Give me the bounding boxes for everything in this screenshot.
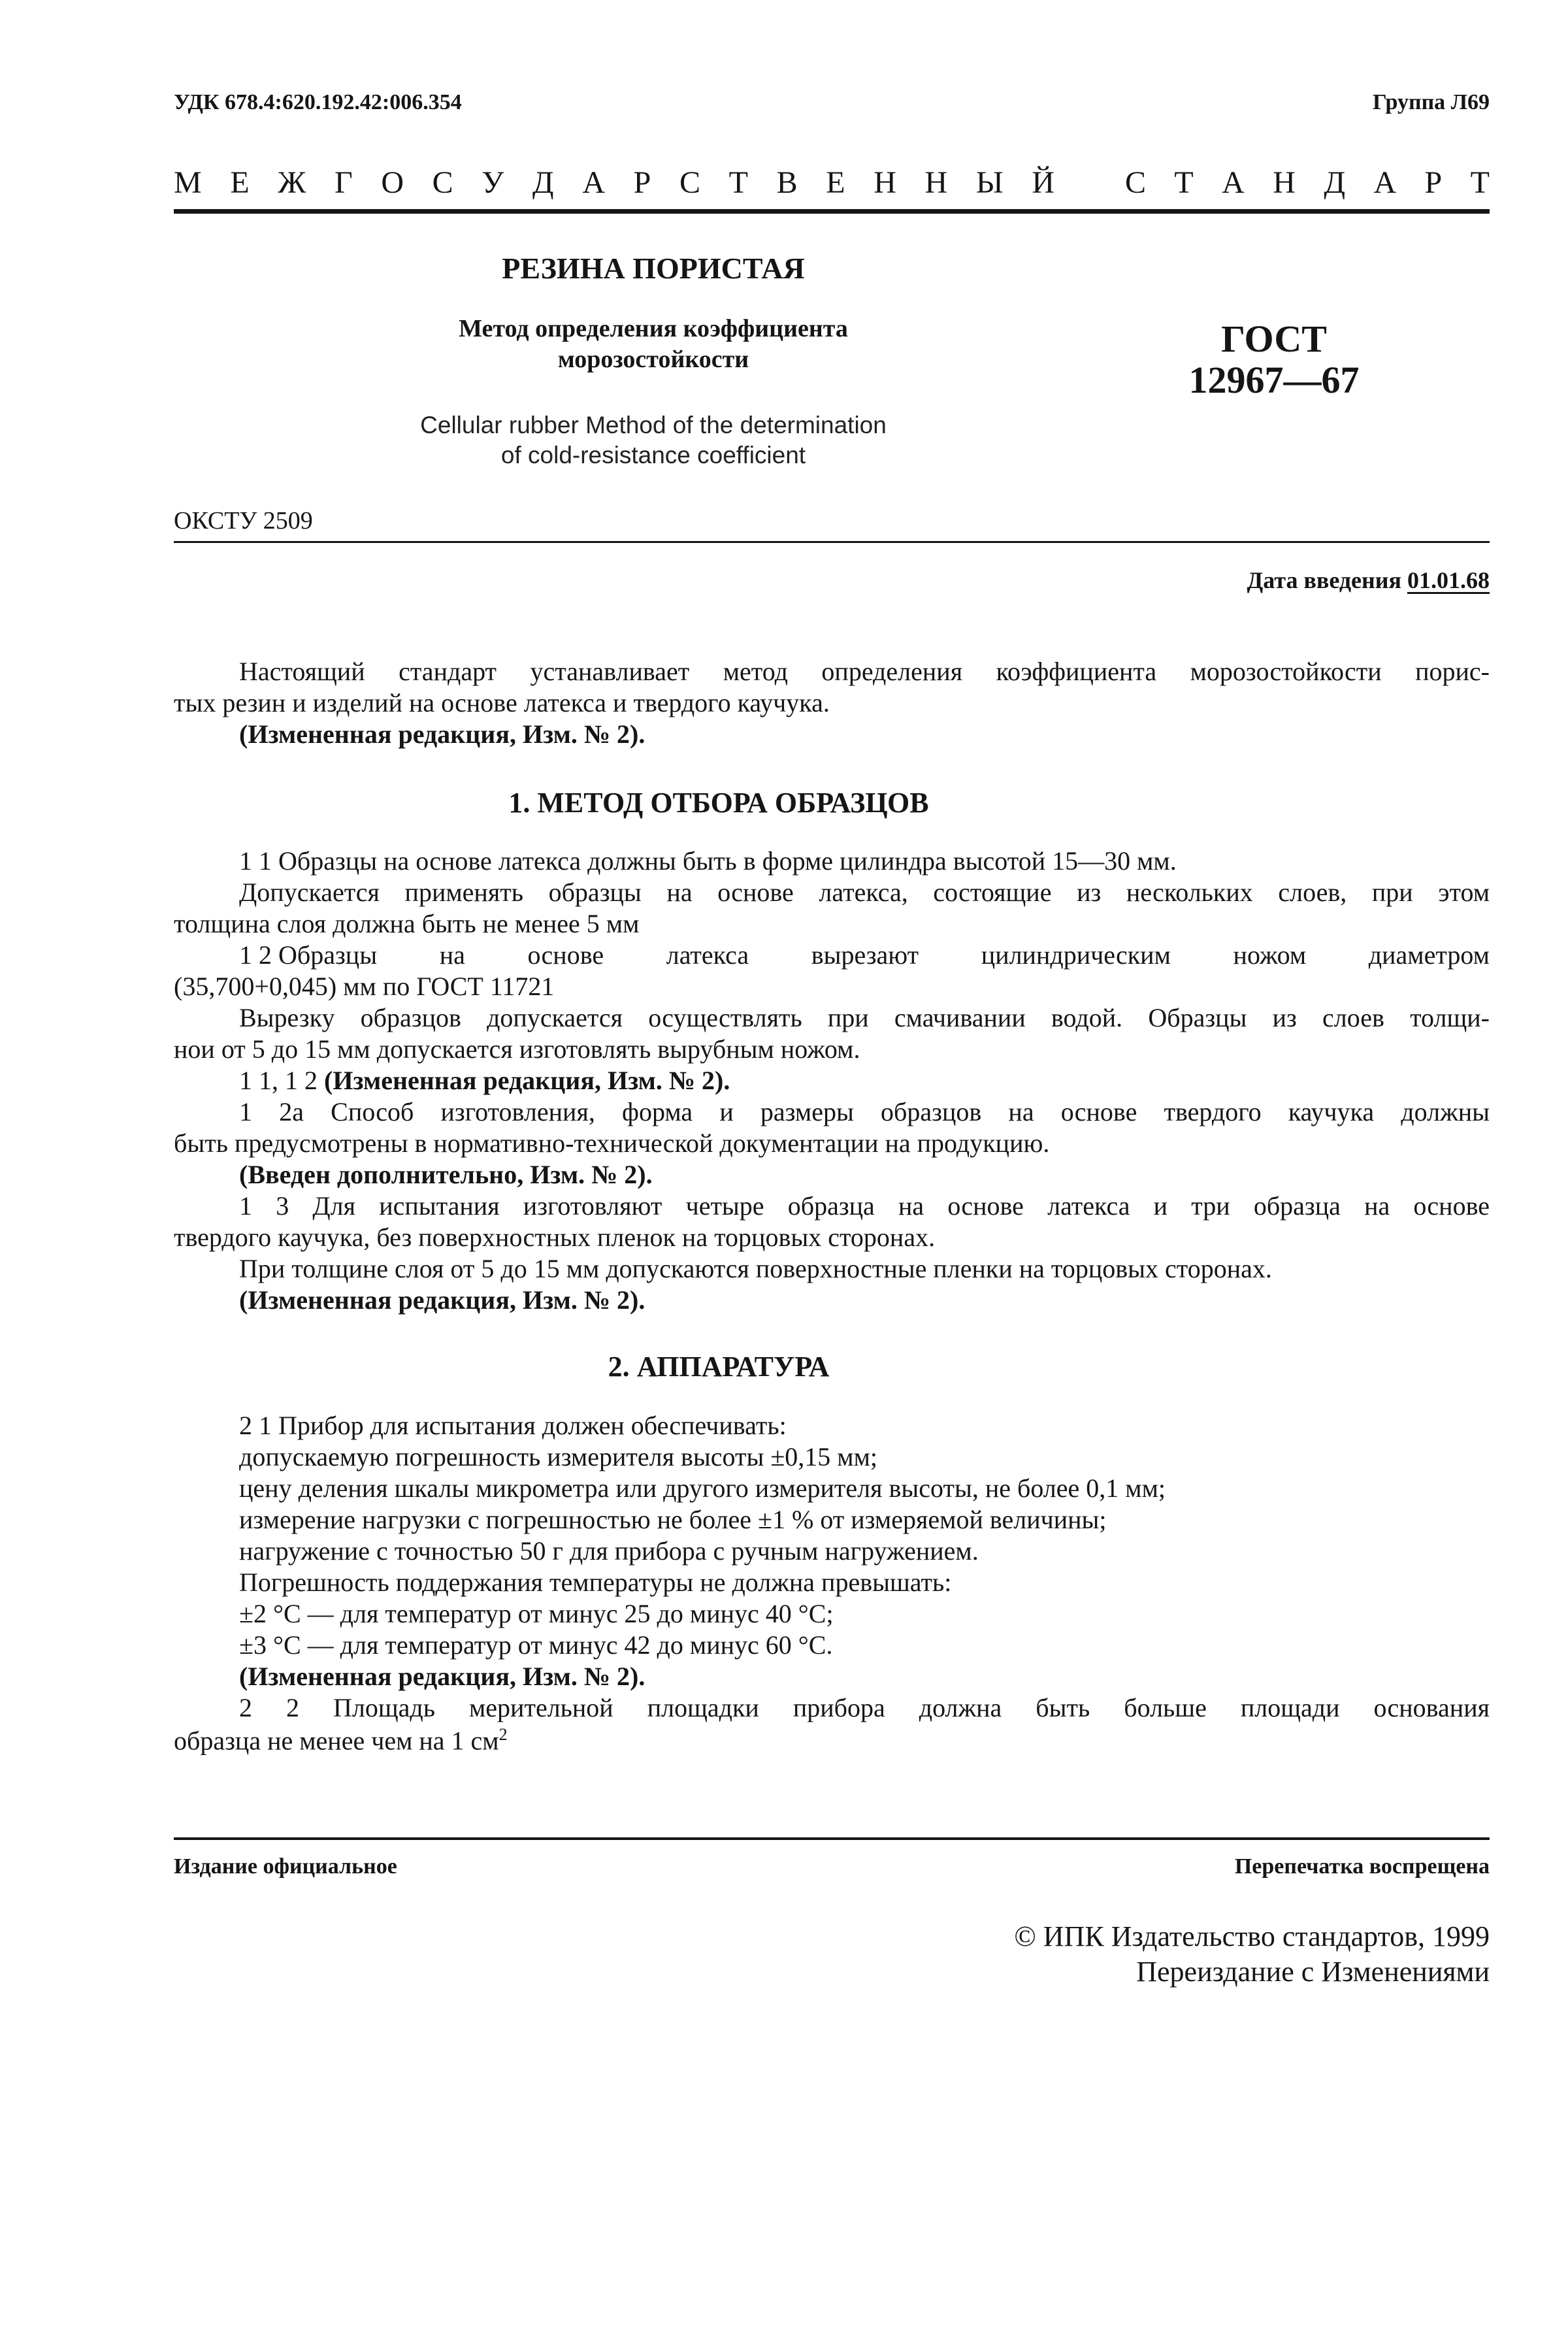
clause-numbers: 1 1, 1 2 <box>239 1066 318 1095</box>
amendment-note: (Измененная редакция, Изм. № 2). <box>239 1285 645 1315</box>
word: диаметром <box>1368 940 1490 970</box>
list-item: измерение нагрузки с погрешностью не более ±1 % от измеряемой величины; <box>239 1505 1107 1534</box>
title-rule <box>174 541 1490 543</box>
list-item: ±3 °С — для температур от минус 42 до минус 60 °С. <box>239 1630 833 1660</box>
interstate-heading: М Е Ж Г О С У Д А Р С Т В Е Н Н Ы Й <box>174 165 1054 200</box>
word: на <box>439 940 465 970</box>
intro-text-line: тых резин и изделий на основе латекса и твердого каучука. <box>174 688 830 717</box>
word: основе <box>527 940 604 970</box>
paragraph-line: (35,700+0,045) мм по ГОСТ 11721 <box>174 972 555 1001</box>
list-item: ±2 °С — для температур от минус 25 до минус 40 °С; <box>239 1599 834 1628</box>
paragraph-line <box>174 1726 508 1754</box>
header-thick-rule <box>174 209 1490 214</box>
intro-date-value: 01.01.68 <box>1407 567 1490 593</box>
paragraph-line: Допускается применять образцы на основе латекса, состоящие из нескольких слоев, при этом <box>239 878 1490 907</box>
word: 1 2 Образцы <box>239 940 378 970</box>
amendment-line <box>239 1068 730 1094</box>
paragraph-line: нои от 5 до 15 мм допускается изготовлять вырубным ножом. <box>174 1034 860 1064</box>
list-item: нагружение с точностью 50 г для прибора с ручным нагружением. <box>239 1536 979 1566</box>
document-title: РЕЗИНА ПОРИСТАЯ <box>502 252 805 285</box>
copyright: © ИПК Издательство стандартов, 1999 <box>1014 1920 1490 1952</box>
standard-heading: С Т А Н Д А Р Т <box>1125 165 1490 200</box>
paragraph-text: образца не менее чем на 1 см <box>174 1726 499 1756</box>
paragraph-line: быть предусмотрены в нормативно-технической документации на продукцию. <box>174 1128 1050 1158</box>
word: вырезают <box>811 940 919 970</box>
amendment-note: (Введен дополнительно, Изм. № 2). <box>239 1160 653 1189</box>
english-title-line1: Cellular rubber Method of the determination <box>420 412 887 438</box>
word: цилиндрическим <box>981 940 1171 970</box>
superscript: 2 <box>498 1725 508 1744</box>
word: ножом <box>1233 940 1307 970</box>
paragraph-line: 1 2а Способ изготовления, форма и размеры образцов на основе твердого каучука должны <box>239 1097 1490 1126</box>
section-1-heading: 1. МЕТОД ОТБОРА ОБРАЗЦОВ <box>508 787 929 819</box>
word: латекса <box>666 940 749 970</box>
paragraph-line: При толщине слоя от 5 до 15 мм допускаются поверхностные пленки на торцовых сторонах. <box>239 1254 1272 1283</box>
official-edition: Издание официальное <box>174 1854 397 1879</box>
method-title-line1: Метод определения коэффициента <box>459 315 848 342</box>
gost-number: 12967—67 <box>1188 359 1360 401</box>
section-2-heading: 2. АППАРАТУРА <box>608 1351 830 1383</box>
amendment-note: (Измененная редакция, Изм. № 2). <box>324 1066 730 1095</box>
paragraph-line: Вырезку образцов допускается осуществлять при смачивании водой. Образцы из слоев толщи- <box>239 1003 1490 1032</box>
gost-label: ГОСТ <box>1221 318 1327 360</box>
amendment-note: (Измененная редакция, Изм. № 2). <box>239 1662 645 1691</box>
intro-text-line: Настоящий стандарт устанавливает метод определения коэффициента морозостойкости порис- <box>239 657 1490 686</box>
list-item: допускаемую погрешность измерителя высоты ±0,15 мм; <box>239 1442 878 1471</box>
paragraph-line: 1 3 Для испытания изготовляют четыре образца на основе латекса и три образца на основе <box>239 1191 1490 1221</box>
paragraph-line: толщина слоя должна быть не менее 5 мм <box>174 909 640 938</box>
paragraph-line-spaced <box>239 942 1490 968</box>
footer-rule <box>174 1837 1490 1840</box>
paragraph-line: 2 2 Площадь мерительной площадки прибора должна быть больше площади основания <box>239 1693 1490 1722</box>
paragraph-line: 1 1 Образцы на основе латекса должны быть в форме цилиндра высотой 15—30 мм. <box>239 846 1177 876</box>
paragraph-line: Погрешность поддержания температуры не должна превышать: <box>239 1568 952 1597</box>
english-title-line2: of cold-resistance coefficient <box>500 442 806 468</box>
paragraph-line: твердого каучука, без поверхностных пленок на торцовых сторонах. <box>174 1223 936 1252</box>
reissue-note: Переиздание с Изменениями <box>1136 1956 1490 1988</box>
group-code: Группа Л69 <box>1373 90 1490 114</box>
list-item: цену деления шкалы микрометра или другого измерителя высоты, не более 0,1 мм; <box>239 1473 1166 1503</box>
method-title-line2: морозостойкости <box>557 346 749 373</box>
paragraph-line: 2 1 Прибор для испытания должен обеспечивать: <box>239 1411 787 1440</box>
intro-date <box>1247 568 1490 592</box>
amendment-note: (Измененная редакция, Изм. № 2). <box>239 719 645 749</box>
reprint-prohibited: Перепечатка воспрещена <box>1234 1854 1490 1879</box>
intro-date-label: Дата введения <box>1247 567 1401 593</box>
udk-code: УДК 678.4:620.192.42:006.354 <box>174 90 462 114</box>
okstu-code: ОКСТУ 2509 <box>174 507 313 534</box>
